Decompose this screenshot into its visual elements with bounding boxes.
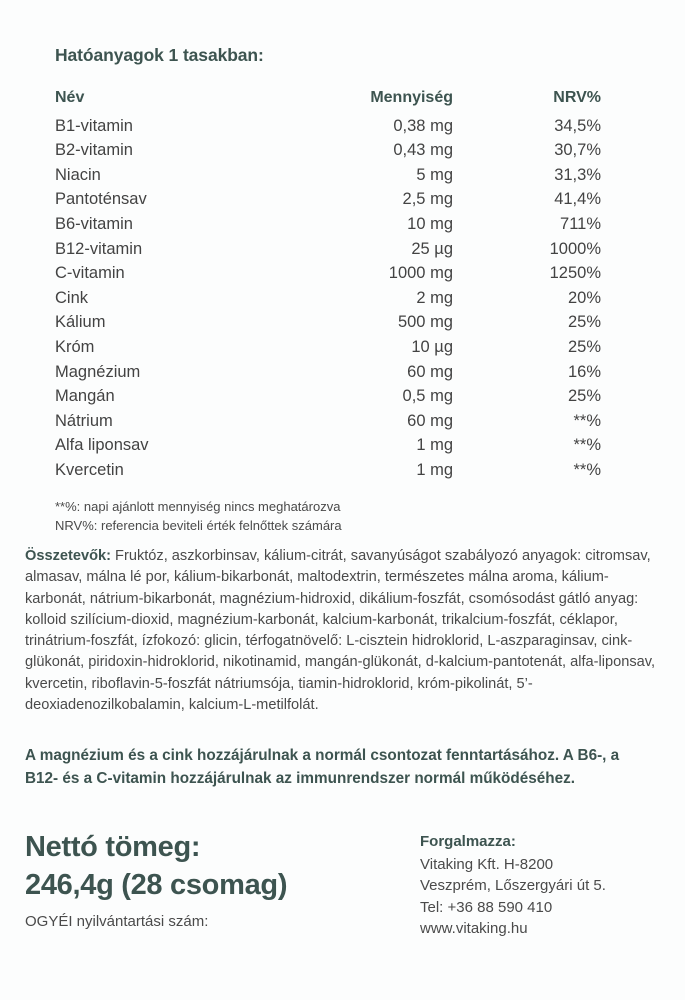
table-row <box>55 433 601 458</box>
distributor-title: Forgalmazza: <box>420 833 516 850</box>
column-header-name: Név <box>55 89 85 106</box>
nutrient-name: B2-vitamin <box>55 141 133 160</box>
ogyei-registration-number: OGYÉI nyilvántartási szám: <box>25 913 209 930</box>
nutrient-nrv: **% <box>573 436 601 455</box>
nutrient-amount: 2 mg <box>416 288 453 307</box>
table-row <box>55 212 601 237</box>
table-row <box>55 237 601 262</box>
nutrient-amount: 0,38 mg <box>393 116 453 135</box>
nutrient-nrv: **% <box>573 460 601 479</box>
table-row <box>55 187 601 212</box>
nutrient-nrv: 20% <box>567 288 601 307</box>
table-header-row <box>55 86 601 114</box>
distributor-phone: Tel: +36 88 590 410 <box>420 898 553 916</box>
nutrient-nrv: 34,5% <box>554 116 601 135</box>
nutrient-name: Kvercetin <box>55 460 124 479</box>
nutrient-amount: 10 µg <box>411 337 453 356</box>
net-weight-section <box>25 828 415 932</box>
nutrient-nrv: 25% <box>567 337 601 356</box>
nutrient-nrv: 25% <box>567 387 601 406</box>
nutrient-nrv: 25% <box>567 313 601 332</box>
nutrient-amount: 0,5 mg <box>402 387 453 406</box>
nutrient-name: B12-vitamin <box>55 239 143 258</box>
nutrient-name: B1-vitamin <box>55 116 133 135</box>
table-body <box>55 114 601 483</box>
nutrient-nrv: 41,4% <box>554 190 601 209</box>
ingredients-text: Fruktóz, aszkorbinsav, kálium-citrát, savanyúságot szabályozó anyagok: citromsav, almasav, málna lé por, kálium-bikarbonát, maltodextrin, természetes málna aroma, kálium-karbonát, nátrium-bikarbonát, magnézium-hidroxid, dikálium-foszfát, csomósodást gátló anyag: kolloid szilícium-dioxid, magnézium-karbonát, kalcium-karbonát, trikalcium-foszfát, céklapor, trinátrium-foszfát, ízfokozó: glicin, térfogatnövelő: L-cisztein hidroklorid, L-aszparaginsav, cink-glükonát, piridoxin-hidroklorid, nikotinamid, mangán-glükonát, d-kalcium-pantotenát, alfa-liponsav, kvercetin, riboflavin-5-foszfát nátriumsója, tiamin-hidroklorid, króm-pikolinát, 5’-deoxiadenozilkobalamin, kalcium-L-metilfolát. <box>25 548 656 714</box>
nutrient-nrv: 30,7% <box>554 141 601 160</box>
table-row <box>55 286 601 311</box>
nutrient-amount: 25 µg <box>411 239 453 258</box>
footnote-nrv-undefined: **%: napi ajánlott mennyiség nincs meghatározva <box>55 499 341 514</box>
nutrient-amount: 500 mg <box>397 313 453 332</box>
table-row <box>55 409 601 434</box>
nutrient-amount: 0,43 mg <box>393 141 453 160</box>
nutrient-name: Niacin <box>55 165 101 184</box>
table-row <box>55 335 601 360</box>
nutrient-nrv: 31,3% <box>554 165 601 184</box>
nutrient-nrv: 1000% <box>549 239 601 258</box>
distributor-website[interactable]: www.vitaking.hu <box>420 920 528 938</box>
table-row <box>55 163 601 188</box>
ingredients-label: Összetevők: <box>25 548 111 564</box>
nutrient-name: Nátrium <box>55 411 113 430</box>
nutrient-amount: 1000 mg <box>388 264 453 283</box>
nutrient-name: Mangán <box>55 387 115 406</box>
ingredients-section <box>25 546 665 716</box>
nutrient-nrv: 711% <box>560 214 601 233</box>
nutrient-name: Kálium <box>55 313 106 332</box>
net-weight-value: 246,4g (28 csomag) <box>25 869 288 901</box>
distributor-company: Vitaking Kft. H-8200 <box>420 855 554 873</box>
nutrient-name: Alfa liponsav <box>55 436 149 455</box>
footnote-nrv-definition: NRV%: referencia beviteli érték felnőttek számára <box>55 518 342 533</box>
nutrient-nrv: **% <box>573 411 601 430</box>
table-row <box>55 360 601 385</box>
nutrient-nrv: 1250% <box>549 264 601 283</box>
net-weight-label: Nettó tömeg: <box>25 831 201 863</box>
footnotes <box>55 497 342 535</box>
distributor-section <box>420 831 670 940</box>
column-header-nrv: NRV% <box>553 89 601 106</box>
nutrient-amount: 60 mg <box>407 362 453 381</box>
nutrient-name: C-vitamin <box>55 264 125 283</box>
table-header <box>55 86 601 114</box>
table-row <box>55 138 601 163</box>
table-row <box>55 261 601 286</box>
nutrient-name: Króm <box>55 337 95 356</box>
nutrient-nrv: 16% <box>567 362 601 381</box>
page-title: Hatóanyagok 1 tasakban: <box>55 45 264 65</box>
distributor-address: Veszprém, Lőszergyári út 5. <box>420 877 606 895</box>
nutrient-name: Magnézium <box>55 362 141 381</box>
table-row <box>55 384 601 409</box>
nutrient-name: Cink <box>55 288 89 307</box>
nutrient-amount: 2,5 mg <box>402 190 453 209</box>
table-row <box>55 310 601 335</box>
nutrient-table <box>55 86 601 483</box>
nutrient-amount: 1 mg <box>416 460 453 479</box>
health-claims: A magnézium és a cink hozzájárulnak a normál csontozat fenntartásához. A B6-, a B12- és a C-vitamin hozzájárulnak az immunrendszer normál működéséhez. <box>25 747 620 787</box>
nutrient-amount: 1 mg <box>416 436 453 455</box>
nutrient-amount: 10 mg <box>407 214 453 233</box>
column-header-amount: Mennyiség <box>370 89 453 106</box>
table-row <box>55 114 601 139</box>
nutrient-amount: 60 mg <box>407 411 453 430</box>
nutrient-name: B6-vitamin <box>55 214 133 233</box>
nutrient-name: Pantoténsav <box>55 190 147 209</box>
nutrient-amount: 5 mg <box>416 165 453 184</box>
table-row <box>55 458 601 483</box>
